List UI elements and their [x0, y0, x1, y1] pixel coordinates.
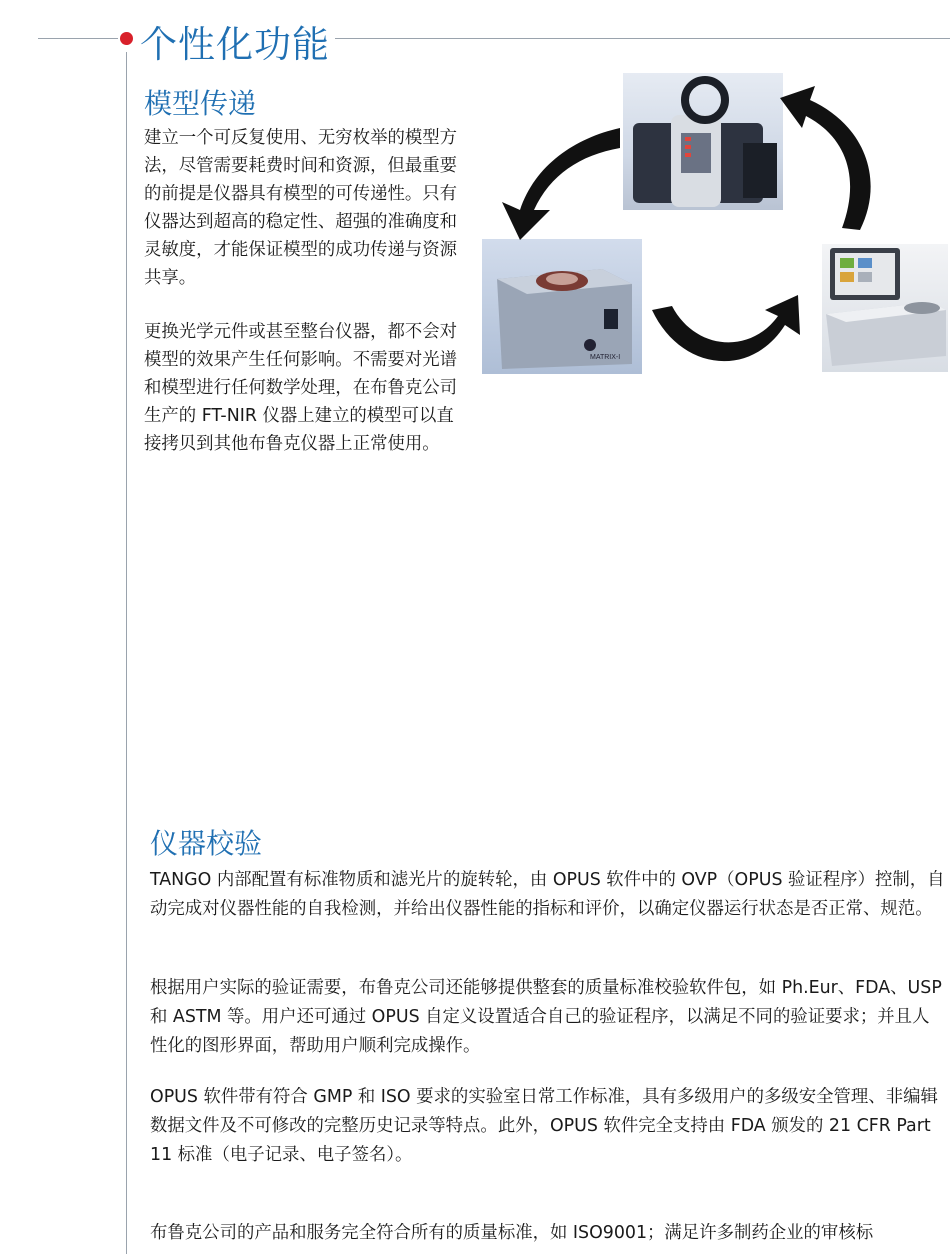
validation-paragraph-4: 布鲁克公司的产品和服务完全符合所有的质量标准，如 ISO9001；满足许多制药企业的审核标	[150, 1223, 874, 1243]
validation-paragraph-3: OPUS 软件带有符合 GMP 和 ISO 要求的实验室日常工作标准，具有多级用户的多级安全管理、非编辑数据文件及不可修改的完整历史记录等特点。此外，OPUS 软件完全支持由 FDA 颁发的 21 CFR Part 11 标准（电子记录、电子签名）。	[150, 1087, 938, 1165]
circular-transfer-arrows-icon	[480, 70, 950, 390]
matrix-device-label: MATRIX-I	[590, 354, 621, 361]
instrument-validation-title: 仪器校验	[150, 827, 263, 860]
margin-rule	[126, 52, 127, 1254]
header-rule-left	[38, 38, 118, 39]
section-title: 个性化功能	[140, 23, 330, 66]
validation-paragraph-1: TANGO 内部配置有标准物质和滤光片的旋转轮，由 OPUS 软件中的 OVP（OPUS 验证程序）控制，自动完成对仪器性能的自我检测，并给出仪器性能的指标和评价，以确定仪器运行状态是否正常、规范。	[150, 870, 945, 919]
model-transfer-paragraph-2: 更换光学元件或甚至整台仪器，都不会对模型的效果产生任何影响。不需要对光谱和模型进行任何数学处理，在布鲁克公司生产的 FT-NIR 仪器上建立的模型可以直接拷贝到其他布鲁克仪器上正常使用。	[144, 322, 458, 454]
model-transfer-title: 模型传递	[144, 87, 257, 120]
validation-paragraph-2: 根据用户实际的验证需要，布鲁克公司还能够提供整套的质量标准校验软件包，如 Ph.Eur、FDA、USP 和 ASTM 等。用户还可通过 OPUS 自定义设置适合自己的验证程序，以满足不同的验证要求；并且人性化的图形界面，帮助用户顺利完成操作。	[150, 978, 942, 1056]
bullet-dot-icon	[120, 32, 133, 45]
header-rule-right	[335, 38, 950, 39]
model-transfer-paragraph-1: 建立一个可反复使用、无穷枚举的模型方法，尽管需要耗费时间和资源，但最重要的前提是仪器具有模型的可传递性。只有仪器达到超高的稳定性、超强的准确度和灵敏度，才能保证模型的成功传递与资源共享。	[144, 128, 458, 288]
